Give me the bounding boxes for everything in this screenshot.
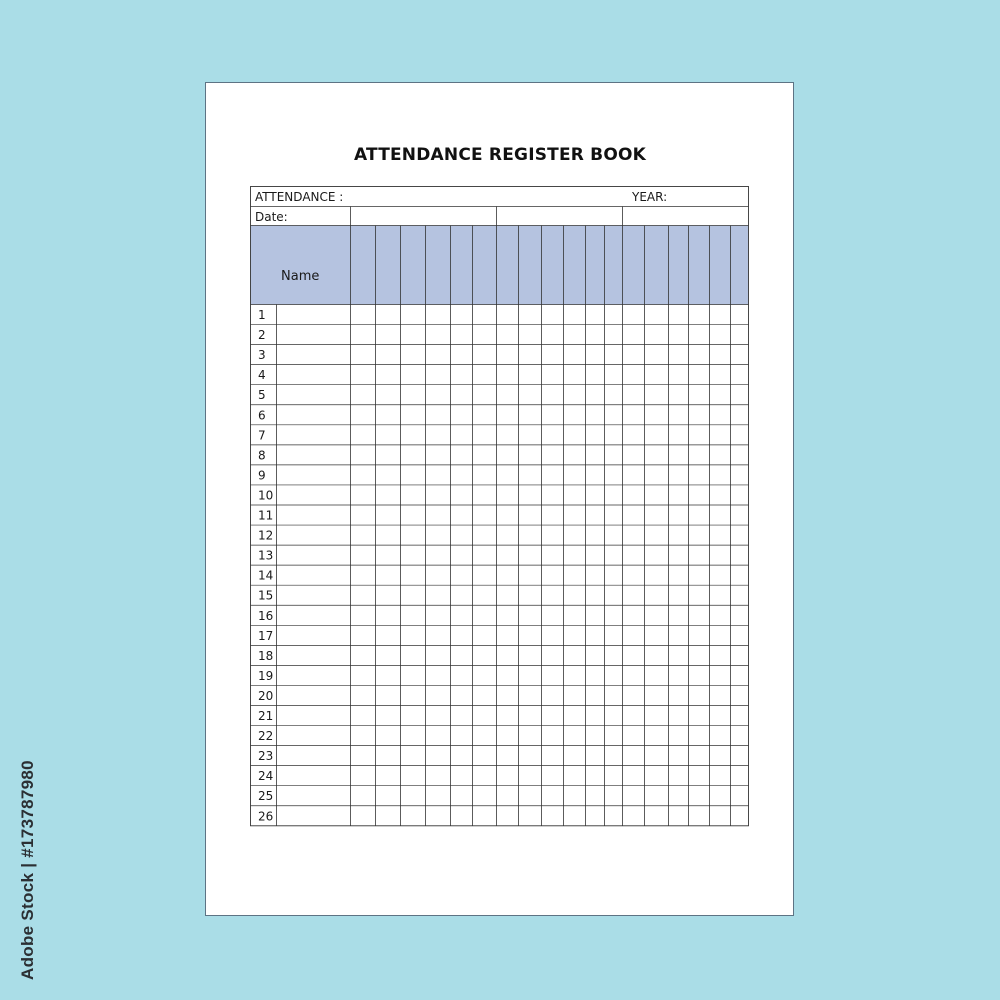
row-number: 7: [258, 428, 266, 443]
stock-watermark: Adobe Stock | #173787980: [18, 760, 37, 980]
date-label: Date:: [255, 210, 288, 224]
row-number: 26: [258, 809, 274, 824]
row-number: 12: [258, 528, 274, 543]
page-title: ATTENDANCE REGISTER BOOK: [353, 145, 647, 165]
row-number: 10: [258, 488, 274, 503]
row-number: 18: [258, 648, 274, 663]
attendance-label: ATTENDANCE :: [255, 190, 344, 204]
row-number: 8: [258, 448, 266, 463]
row-number: 1: [258, 308, 266, 322]
row-number: 25: [258, 789, 274, 804]
row-number: 5: [258, 388, 266, 403]
name-column-label: Name: [281, 269, 320, 284]
row-number: 11: [258, 508, 274, 523]
row-number: 14: [258, 568, 274, 583]
row-number: 15: [258, 588, 274, 603]
row-number: 24: [258, 769, 274, 784]
row-number: 22: [258, 729, 274, 744]
row-number: 21: [258, 709, 274, 723]
row-number: 4: [258, 368, 266, 383]
row-number: 16: [258, 608, 274, 623]
row-number: 17: [258, 628, 274, 643]
row-number: 6: [258, 408, 266, 423]
row-number: 2: [258, 328, 266, 343]
row-number: 23: [258, 749, 274, 764]
row-number: 19: [258, 668, 274, 683]
row-number: 9: [258, 468, 266, 483]
row-number: 13: [258, 548, 274, 563]
row-number: 3: [258, 348, 266, 363]
name-header-cell: [251, 226, 749, 305]
year-label: YEAR:: [632, 190, 668, 204]
row-number: 20: [258, 688, 274, 703]
